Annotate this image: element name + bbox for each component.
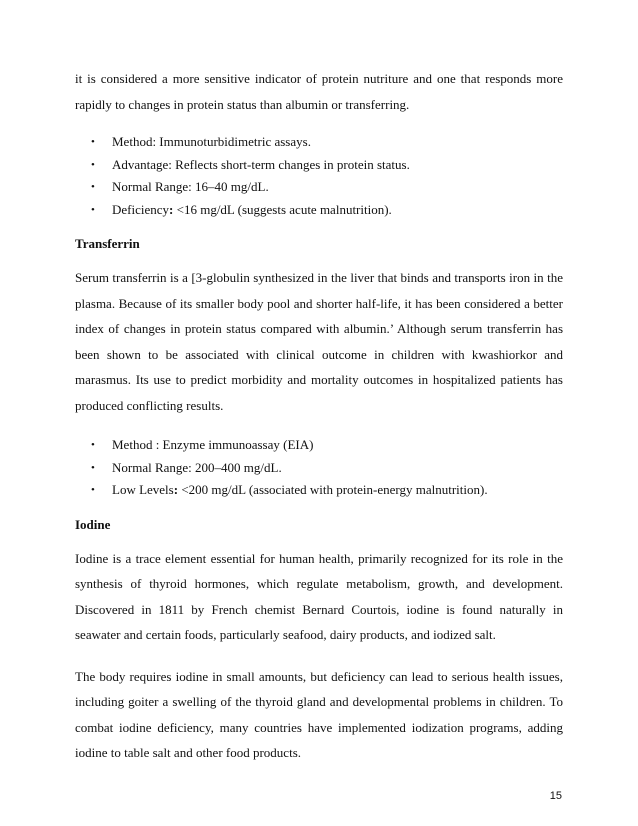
transferrin-paragraph: Serum transferrin is a [3-globulin synthesized in the liver that binds and transports iron in the plasma. Because of its smaller body pool and shorter half-life, it has been considered a better index of changes in protein status compared with albumin.’ Although serum transferrin has been shown to be associated with clinical outcome in children with kwashiorkor and marasmus. Its use to predict morbidity and mortality outcomes in hospitalized patients has produced conflicting results. xyxy=(75,270,563,413)
iodine-paragraph-2: The body requires iodine in small amounts, but deficiency can lead to serious health issues, including goiter a swelling of the thyroid gland and developmental problems in children. To combat iodine deficiency, many countries have implemented iodization programs, adding iodine to table salt and other food products. xyxy=(75,668,563,760)
list-item: • Low Levels: <200 mg/dL (associated with protein-energy malnutrition). xyxy=(75,479,563,502)
bullet-icon: • xyxy=(91,158,95,171)
bullet-icon: • xyxy=(91,484,95,496)
bullet-icon: • xyxy=(91,136,95,148)
list-item: • Method: Immunoturbidimetric assays. xyxy=(75,131,563,154)
page-number: 15 xyxy=(549,790,562,802)
prealbumin-bullet-list xyxy=(75,131,563,221)
transferrin-heading: Transferrin xyxy=(75,236,140,251)
bullet-icon: • xyxy=(91,203,95,216)
document-page xyxy=(75,66,563,766)
list-item: • Method : Enzyme immunoassay (EIA) xyxy=(75,434,563,457)
bullet-icon: • xyxy=(91,439,95,451)
iodine-heading: Iodine xyxy=(75,516,111,532)
list-item: • Normal Range: 200–400 mg/dL. xyxy=(75,457,563,480)
list-item: • Normal Range: 16–40 mg/dL. xyxy=(75,176,563,199)
list-item: • Deficiency: <16 mg/dL (suggests acute malnutrition). xyxy=(75,199,563,222)
bullet-icon: • xyxy=(91,461,95,474)
intro-paragraph: it is considered a more sensitive indicator of protein nutriture and one that responds more rapidly to changes in protein status than albumin or transferring. xyxy=(75,71,563,112)
transferrin-bullet-list xyxy=(75,434,563,502)
list-item: • Advantage: Reflects short-term changes in protein status. xyxy=(75,154,563,177)
bullet-icon: • xyxy=(91,181,95,193)
iodine-paragraph-1: Iodine is a trace element essential for human health, primarily recognized for its role in the synthesis of thyroid hormones, which regulate metabolism, growth, and development. Discovered in 1811 by French chemist Bernard Courtois, iodine is found naturally in seawater and certain foods, particularly seafood, dairy products, and iodized salt. xyxy=(75,550,563,642)
